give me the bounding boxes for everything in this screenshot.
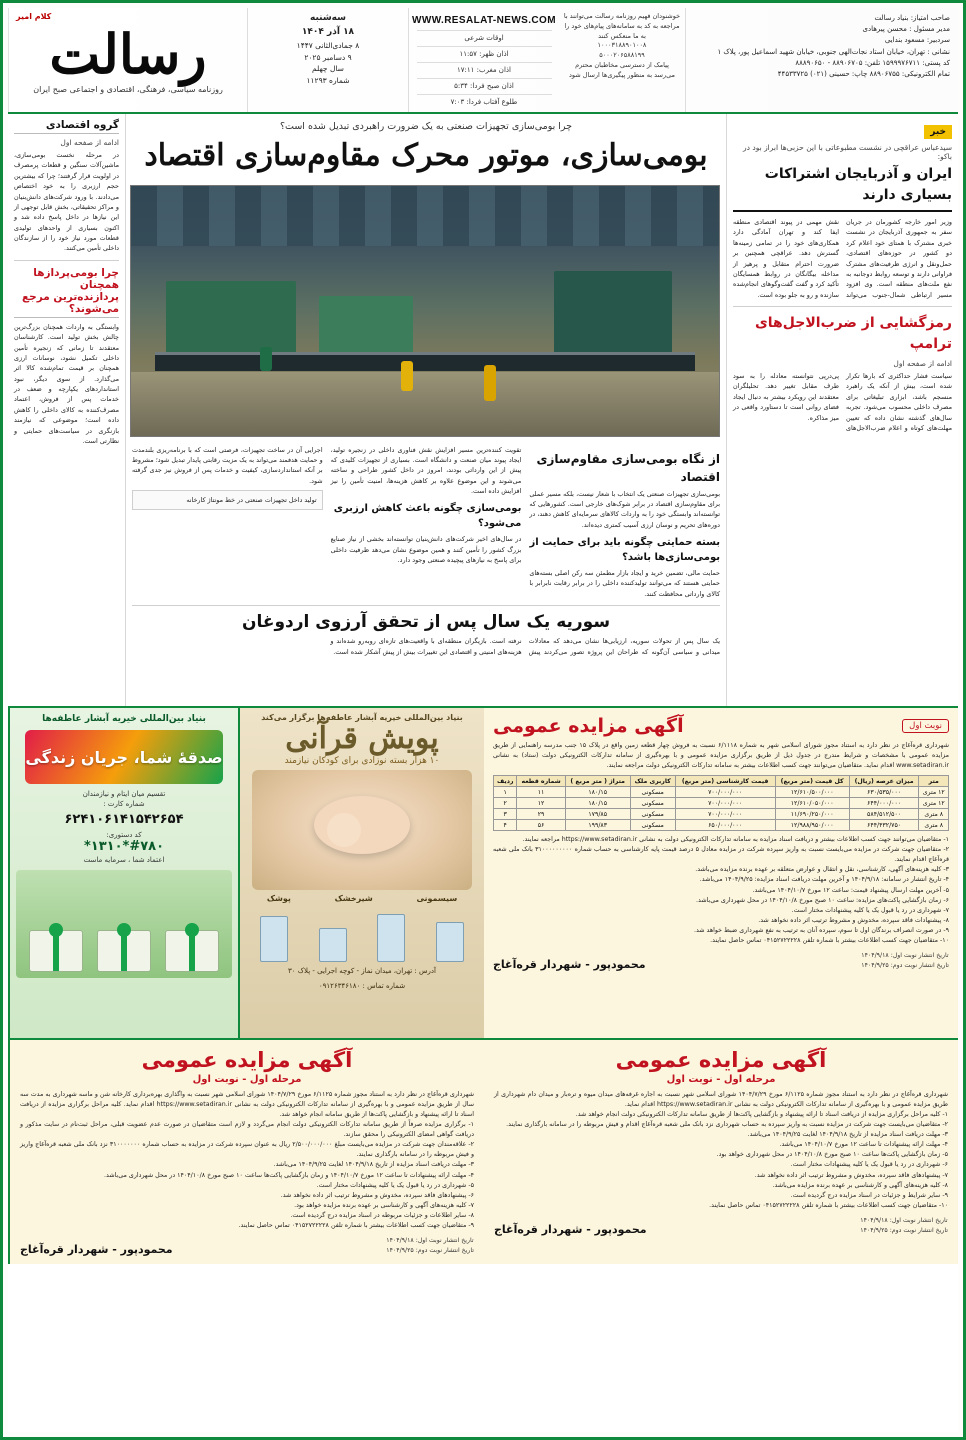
website-block[interactable] — [408, 8, 559, 112]
sms-note-2: می‌رسد به منظور پیگیری‌ها ارسال شود — [569, 70, 675, 79]
table-row — [494, 820, 949, 831]
th-deposit: میزان عرصه (ریال) — [849, 776, 919, 787]
category-sismoni: سیسمونی — [416, 894, 458, 903]
sms-note-1: پیامک از دسترسی مخاطبان محترم — [575, 60, 669, 69]
prayer-time-sunrise: طلوع آفتاب فردا: ۷:۰۳ — [417, 94, 552, 106]
tender-clause: ۹- سایر شرایط و جزئیات در اسناد مزایده درج گردیده است. — [790, 1191, 948, 1199]
tender-intro: شهرداری قره‌آغاج در نظر دارد به استناد مجوز شورای اسلامی شهر به شماره ۶/۱۱۱۸ نسبت به فروش چهار قطعه زمین واقع در پلاک ۱۵ جنب مدرسه راهنمایی از طریق مزایده عمومی با مشخصات و شرایط مندرج در جدول ذیل از طریق برگزاری مزایده عمومی و با بهره‌گیری از سامانه تدارکات الکترونیکی دولت (ستاد) به نشانی www.setadiran.ir اقدام نماید. متقاضیان می‌توانند جهت کسب اطلاعات بیشتر به سامانه تدارکات الکترونیکی دولت مراجعه نمایند. — [493, 742, 949, 770]
address-line: نشانی : تهران، خیابان استاد نجات‌الهی جنوبی، خیابان شهید اسماعیل پور، پلاک ۱ — [717, 47, 950, 56]
th-expert-price: قیمت کارشناسی (متر مربع) — [675, 776, 775, 787]
solar-date: ۱۸ آذر ۱۴۰۴ — [301, 26, 355, 37]
cell-plot: ۱۲ — [517, 798, 565, 809]
charity-gift-image — [16, 870, 232, 978]
tender-clause: ۶- شهرداری در رد یا قبول یک یا کلیه پیشنهادات مختار است. — [790, 1161, 948, 1169]
phone-line: کد پستی: ۱۵۹۹۹۷۶۷۱۱ تلفن: ۸۸۹۰۶۷۰۵ - ۸۸۸۹۰۶۵۰ — [795, 58, 950, 67]
lead-section-title-1: از نگاه بومی‌سازی مقاوم‌سازی اقتصاد — [536, 451, 720, 484]
cell-plot: ۱۱ — [517, 787, 565, 798]
tender-clause: ۳- کلیه هزینه‌های آگهی، کارشناسی، نقل و انتقال و عوارض متعلقه بر عهده برنده مزایده می‌باشد. — [695, 866, 949, 874]
divider — [733, 306, 952, 307]
lunar-date: ۸ جمادی‌الثانی ۱۴۴۷ — [296, 40, 360, 50]
sms-number-2: ۵۰۰۰۲۰۶۵۸۸۱۹۹ — [599, 51, 645, 59]
cell-row: ۳ — [494, 809, 517, 820]
charity-ad — [8, 708, 238, 1038]
website-url[interactable]: WWW.RESALAT-NEWS.COM — [412, 14, 556, 26]
th-area: متراژ ( متر مربع ) — [565, 776, 630, 787]
tender-clause: ۵- آخرین مهلت ارسال پیشنهاد قیمت: ساعت ۱۲ مورخ ۱۴۰۴/۱۰/۷ می‌باشد. — [752, 886, 949, 894]
charity-card-number[interactable]: ۶۲۴۱۰۶۱۴۱۵۴۲۶۵۴ — [64, 812, 184, 827]
cell-usage: مسکونی — [630, 809, 675, 820]
left-continued-label: ادامه از صفحه اول — [60, 138, 119, 147]
tender-ad-bottom-left — [484, 1040, 958, 1264]
tender-dates — [861, 951, 949, 971]
photo-conveyor — [155, 352, 696, 371]
cell-deposit: ۶۳۰/۵۳۵/۰۰۰ — [849, 787, 919, 798]
left-body-1: در مرحله نخست بومی‌سازی، ماشین‌آلات سنگین و قطعات پرمصرف در اولویت قرار گرفتند؛ چرا که بیشترین حجم ارزبری را به خود اختصاص می‌دادند. با ورود شرکت‌های دانش‌بنیان و مراکز تحقیقاتی، بخش قابل توجهی از این نیازها در داخل پاسخ داده شد و اکنون بسیاری از واحدهای تولیدی قطعات مورد نیاز خود را از سازندگان داخلی تأمین می‌کنند. — [14, 151, 119, 253]
tender-clause: ۳- مهلت دریافت اسناد مزایده از تاریخ ۱۴۰۴/۹/۱۸ لغایت ۱۴۰۴/۹/۲۵ می‌باشد. — [273, 1161, 474, 1169]
tender-date-second: تاریخ انتشار نوبت دوم: ۱۴۰۴/۹/۲۵ — [386, 1246, 474, 1254]
center-column — [126, 114, 726, 706]
category-formula: شیرخشک — [334, 894, 373, 903]
owner-line: صاحب امتیاز: بنیاد رسالت — [874, 14, 950, 22]
baby-ad-address: آدرس : تهران، میدان نماز - کوچه اجرایی - پلاک ۳۰ — [288, 967, 436, 975]
sms-number-1: ۱۰۰۰۳۱۸۸۹۰۱۰۰۸ — [597, 41, 647, 50]
gift-box — [29, 930, 83, 972]
tender-clause: ۶- پیشنهادهای فاقد سپرده، مخدوش و مشروط ترتیب اثر داده نخواهد شد. — [280, 1191, 474, 1199]
charity-ussd-code[interactable]: #۷۸۰*۱۳۱۰* — [83, 839, 165, 854]
photo-worker — [260, 347, 272, 371]
kalam-label: کلام امیر — [16, 12, 52, 21]
baby-head — [327, 813, 361, 847]
table-row — [494, 787, 949, 798]
ads-row — [8, 708, 958, 1040]
tender-clause: ۱۰- متقاضیان جهت کسب اطلاعات بیشتر با شماره تلفن ۰۴۱۵۲۷۲۲۲۲۸ تماس حاصل نمایند. — [709, 1201, 948, 1209]
cell-area: ۱۹۹/۸۳ — [565, 820, 630, 831]
sms-info-title: خوشنودان فهیم روزنامه رسالت می‌توانند با مراجعه به کد به سامانه‌های پیام‌های خود را به ما منعکس کنند — [563, 12, 681, 40]
prayer-times-label: اوقات شرعی — [417, 30, 552, 42]
tender-signer: محمودپور - شهردار قره‌آغاج — [20, 1242, 173, 1256]
page-inner — [8, 8, 958, 1432]
charity-card-label: شماره کارت : — [103, 800, 145, 808]
tender-clause: ۵- شهرداری در رد یا قبول یک یا کلیه پیشنهادات مختار است. — [316, 1181, 474, 1189]
tender-clause: ۳- مهلت دریافت اسناد مزایده از تاریخ ۱۴۰۴/۹/۱۸ لغایت ۱۴۰۴/۹/۲۵ می‌باشد. — [747, 1131, 948, 1139]
lead-paragraph-1: بومی‌سازی تجهیزات صنعتی یک انتخاب با شعار نیست، بلکه مسیر عملی برای مقاوم‌سازی اقتصاد در برابر شوک‌های خارجی است. کشورهایی که توانسته‌اند وابستگی خود را به واردات کالاهای سرمایه‌ای کاهش دهند، در دوره‌های تحریم و نوسان ارزی آسیب کمتری دیده‌اند. — [529, 489, 720, 529]
right-column — [726, 114, 958, 706]
left-section-title-2: چرا بومی‌پردازها همچنان پردازنده‌ترین مرجع می‌شوند؟ — [14, 267, 119, 318]
charity-org-name: بنیاد بین‌المللی خیریه آبشار عاطفه‌ها — [42, 714, 206, 724]
th-total-price: کل قیمت (متر مربع) — [775, 776, 849, 787]
tender-clause: ۹- متقاضیان جهت کسب اطلاعات بیشتر با شماره تلفن ۰۴۱۵۲۷۲۲۲۲۸ تماس حاصل نمایند. — [238, 1221, 474, 1229]
baby-ad-title: پویش قرآنی — [285, 721, 439, 756]
charity-code-label: کد دستوری: — [106, 831, 142, 839]
sms-info-block — [559, 8, 686, 112]
gregorian-date: ۹ دسامبر ۲۰۲۵ — [304, 52, 352, 62]
tender-stage-badge: نوبت اول — [902, 719, 949, 733]
tender-clause: ۷- شهرداری در رد یا قبول یک یا کلیه پیشنهادات مختار است. — [791, 906, 949, 914]
managing-director: مدیر مسئول : محسن پیرهادی — [862, 25, 950, 34]
tender-date-first: تاریخ انتشار نوبت اول: ۱۴۰۴/۹/۱۸ — [860, 1216, 948, 1224]
logo-tagline: روزنامه سیاسی، فرهنگی، اقتصادی و اجتماعی صبح ایران — [33, 84, 223, 94]
tender-table — [493, 775, 949, 831]
fax-line: تمام الکترونیکی: ۸۸۹۰۶۷۵۵ چاپ: حسینی (۰۲۱) ۴۴۵۳۳۷۲۵ — [777, 69, 950, 78]
story3-body: یک سال پس از تحولات سوریه، ارزیابی‌ها نشان می‌دهد که معادلات میدانی و سیاسی آن‌گونه که طراحان این پروژه تصور می‌کردند پیش نرفته است. بازیگران منطقه‌ای با واقعیت‌های تازه‌ای روبه‌رو شده‌اند و هزینه‌های امنیتی و اقتصادی این تغییرات بیش از پیش آشکار شده است. — [330, 637, 720, 656]
story3-headline: سوریه یک سال پس از تحقق آرزوی اردوغان — [241, 612, 611, 633]
tender-clause: ۲- علاقه‌مندان جهت شرکت در مزایده می‌بایست مبلغ ۲/۵۰۰/۰۰۰/۰۰۰ ریال به عنوان سپرده شرکت در مزایده به حساب شماره ۳۱۰۰۰۰۰۰۰ نزد بانک ملی شعبه قره‌آغاج واریز و فیش مربوطه را در سامانه بارگذاری نمایند. — [20, 1141, 475, 1159]
cell-usage: مسکونی — [630, 820, 675, 831]
tender-clause: ۴- تاریخ انتشار در سامانه: ۱۴۰۴/۹/۱۸ و آخرین مهلت دریافت اسناد مزایده: ۱۴۰۴/۹/۲۵ می‌باشد. — [699, 876, 949, 884]
issue-date-block — [247, 8, 408, 112]
publisher-info — [686, 8, 958, 112]
story2-headline: رمزگشایی از ضرب‌الاجل‌های ترامپ — [754, 315, 952, 352]
editor-in-chief: سردبیر: مسعود بندایی — [884, 36, 950, 45]
cell-unit: ۸ متری — [919, 820, 949, 831]
newspaper-logo — [8, 8, 247, 112]
cell-deposit: ۶۴۴/۴۳۲/۷۵۰ — [849, 820, 919, 831]
table-row — [494, 798, 949, 809]
category-diaper: پوشک — [266, 894, 291, 903]
cell-total: ۱۲/۶۱۰/۵۰۰/۰۰۰ — [775, 787, 849, 798]
tender-clause: ۷- کلیه هزینه‌های آگهی و کارشناسی بر عهده برنده مزایده خواهد بود. — [294, 1201, 474, 1209]
gift-box — [165, 930, 219, 972]
tender-clause: ۶- زمان بازگشایی پاکت‌های مزایده: ساعت ۱۰ صبح مورخ ۱۴۰۴/۱۰/۸ در محل شهرداری می‌باشد. — [696, 896, 949, 904]
baby-campaign-ad — [238, 708, 484, 1038]
cell-expert: ۷۰۰/۰۰۰/۰۰۰ — [675, 809, 775, 820]
lead-overline: چرا بومی‌سازی تجهیزات صنعتی به یک ضرورت راهبردی تبدیل شده است؟ — [279, 121, 573, 132]
lead-photo-caption: تولید داخل تجهیزات صنعتی در خط مونتاژ کارخانه — [186, 496, 317, 504]
baby-ad-phone[interactable]: شماره تماس : ۰۹۱۲۶۳۴۶۱۸۰ — [318, 981, 406, 990]
cell-deposit: ۶۴۴/۰۰۰/۰۰۰ — [849, 798, 919, 809]
photo-worker — [484, 365, 496, 401]
photo-worker — [401, 361, 413, 391]
baby-ad-subtitle: ۱۰ هزار بسته نوزادی برای کودکان نیازمند — [284, 756, 440, 766]
lead-section-title-3: بومی‌سازی چگونه باعث کاهش ارزبری می‌شود؟ — [333, 503, 522, 530]
tender-date-second: تاریخ انتشار نوبت دوم: ۱۴۰۴/۹/۲۵ — [860, 1226, 948, 1234]
charity-slogan: صدقهٔ شما، جریان زندگی — [25, 730, 224, 784]
baby-products — [245, 906, 479, 962]
weekday: سه‌شنبه — [310, 13, 346, 23]
tender-dates — [386, 1236, 474, 1256]
tender-header — [493, 715, 949, 737]
cell-plot: ۵۶ — [517, 820, 565, 831]
photo-floor — [131, 372, 719, 436]
cell-usage: مسکونی — [630, 787, 675, 798]
tender-clause: ۷- پیشنهادهای فاقد سپرده، مخدوش و مشروط ترتیب اثر داده نخواهد شد. — [754, 1171, 948, 1179]
tender-ad-top — [484, 708, 958, 1038]
cell-row: ۴ — [494, 820, 517, 831]
lead-paragraph-4: حمایت مالی، تضمین خرید و ایجاد بازار مطمئن سه رکن اصلی بسته‌های حمایتی هستند که می‌توانند تولیدکننده داخلی را در برابر رقابت نابرابر با کالای وارداتی محافظت کنند. — [529, 569, 720, 598]
product-box — [260, 916, 288, 962]
product-box — [319, 928, 347, 962]
tender-clause: ۱- کلیه مراحل برگزاری مزایده از دریافت اسناد تا ارائه پیشنهاد و بازگشایی پاکت‌ها از طریق سامانه تدارکات الکترونیکی دولت انجام خواهد شد. — [575, 1111, 948, 1119]
left-section-title-1: گروه اقتصادی — [14, 119, 119, 134]
cell-total: ۱۱/۶۹۰/۲۵۰/۰۰۰ — [775, 809, 849, 820]
cell-plot: ۲۹ — [517, 809, 565, 820]
divider — [14, 260, 119, 261]
tender-date-first: تاریخ انتشار نوبت اول: ۱۴۰۴/۹/۱۸ — [861, 951, 949, 959]
th-unit: متر — [919, 776, 949, 787]
th-usage: کاربری ملک — [630, 776, 675, 787]
tender-clause: ۴- مهلت ارائه پیشنهادات تا ساعت ۱۲ مورخ ۱۴۰۴/۱۰/۷ می‌باشد. — [779, 1141, 948, 1149]
product-box — [377, 914, 405, 962]
volume-year: سال چهلم — [312, 64, 344, 74]
lead-paragraph-0: تقویت کننده‌ترین مسیر افزایش نقش فناوری داخلی در زنجیره تولید، ایجاد پیوند میان صنعت و دانشگاه است. بسیاری از تجهیزات کلیدی که پیش از این وارداتی بودند، امروز در داخل کشور طراحی و ساخته می‌شوند و این موضوع علاوه بر کاهش هزینه‌ها، امنیت تأمین را نیز افزایش داده است. — [330, 445, 522, 495]
cell-unit: ۱۲ متری — [919, 798, 949, 809]
divider — [733, 210, 952, 212]
tender-stage: مرحله اول - نوبت اول — [192, 1074, 302, 1085]
prayer-time-fajr: اذان صبح فردا: ۵:۳۴ — [417, 78, 552, 90]
tender-stage: مرحله اول - نوبت اول — [666, 1074, 776, 1085]
left-body-2: وابستگی به واردات همچنان بزرگ‌ترین چالش بخش تولید است. کارشناسان معتقدند تا زمانی که زنجیره تأمین داخلی تکمیل نشود، نوسانات ارزی همچنان بر قیمت تمام‌شده کالا اثر می‌گذارد. از سوی دیگر، نبود استانداردهای یکپارچه و ضعف در خدمات پس از فروش، اعتماد مصرف‌کننده به کالای داخلی را کاهش داده است؛ موضوعی که نیازمند بازنگری در سیاست‌های حمایتی و نظارتی است. — [14, 322, 119, 445]
lead-headline: بومی‌سازی، موتور محرک مقاوم‌سازی اقتصاد — [144, 138, 708, 173]
product-box — [436, 922, 464, 962]
charity-note: اعتماد شما ، سرمایه ماست — [83, 856, 165, 864]
tender-clause: ۹- در صورت انصراف برندگان اول تا سوم، سپرده آنان به ترتیب به نفع شهرداری ضبط خواهد شد. — [693, 926, 949, 934]
story1-headline: ایران و آذربایجان اشتراکات بسیاری دارند — [764, 166, 952, 203]
bottom-ads-row — [8, 1040, 958, 1264]
photo-roof — [131, 186, 719, 246]
news-kicker: خبر — [924, 125, 952, 139]
tender-date-second: تاریخ انتشار نوبت دوم: ۱۴۰۴/۹/۲۵ — [861, 961, 949, 969]
tender-signer: محمودپور - شهردار قره‌آغاج — [494, 1222, 647, 1236]
photo-caption-box — [132, 490, 323, 510]
tender-clause: ۵- زمان بازگشایی پاکت‌ها ساعت ۱۰ صبح مورخ ۱۴۰۴/۱۰/۸ در محل شهرداری خواهد بود. — [716, 1151, 948, 1159]
cell-unit: ۸ متری — [919, 809, 949, 820]
lead-paragraph-2: اجرایی آن در ساخت تجهیزات، فرصتی است که با برنامه‌ریزی بلندمدت و حمایت هدفمند می‌تواند به یک مزیت رقابتی پایدار تبدیل شود؛ مشروط بر آنکه استانداردسازی، کیفیت و خدمات پس از فروش نیز جدی گرفته شود. — [131, 445, 323, 485]
cell-area: ۱۸۰/۱۵ — [565, 787, 630, 798]
tender-title: آگهی مزایده عمومی — [615, 1048, 827, 1072]
cell-row: ۲ — [494, 798, 517, 809]
cell-usage: مسکونی — [630, 798, 675, 809]
tender-ad-bottom-right — [8, 1040, 484, 1264]
tender-clause: ۸- سایر اطلاعات و جزئیات مربوطه در اسناد مزایده درج گردیده است. — [290, 1211, 474, 1219]
tender-clause: ۴- مهلت ارائه پیشنهادات تا ساعت ۱۲ مورخ ۱۴۰۴/۱۰/۷ و زمان بازگشایی پاکت‌ها ساعت ۱۰ صبح مورخ ۱۴۰۴/۱۰/۸ در محل شهرداری می‌باشد. — [104, 1171, 474, 1179]
logo-wordmark: رسالت — [49, 21, 207, 86]
prayer-time-noon: اذان ظهر: ۱۱:۵۷ — [417, 46, 552, 58]
tender-clause: ۱۰- متقاضیان جهت کسب اطلاعات بیشتر با شماره تلفن ۰۴۱۵۲۷۲۲۲۲۸ تماس حاصل نمایند. — [710, 936, 949, 944]
story1-byline: سیدعباس عراقچی در نشست مطبوعاتی با این حزبی‌ها ابراز بود در باکو: — [743, 143, 952, 161]
cell-total: ۱۲/۶۱۰/۰۵۰/۰۰۰ — [775, 798, 849, 809]
tender-signature-block — [494, 1216, 948, 1236]
tender-clause: ۸- پیشنهادات فاقد سپرده، مخدوش و مشروط ترتیب اثر داده نخواهد شد. — [758, 916, 949, 924]
table-header-row — [494, 776, 949, 787]
tender-signature-block — [20, 1236, 474, 1256]
masthead — [8, 8, 958, 114]
tender-clause: ۲- متقاضیان جهت شرکت در مزایده می‌بایست نسبت به واریز سپرده شرکت در مزایده معادل ۵ درصد قیمت پایه کارشناسی به حساب شماره ۳۱۰۰۰۰۰۰۰۰۰ بانک ملی شعبه قره‌آغاج اقدام نمایند. — [493, 846, 949, 864]
tender-date-first: تاریخ انتشار نوبت اول: ۱۴۰۴/۹/۱۸ — [386, 1236, 474, 1244]
cell-unit: ۱۲ متری — [919, 787, 949, 798]
tender-signature-block — [493, 951, 949, 971]
issue-number: شماره ۱۱۲۹۳ — [306, 75, 350, 85]
cell-expert: ۷۰۰/۰۰۰/۰۰۰ — [675, 787, 775, 798]
main-content-grid — [8, 114, 958, 708]
cell-area: ۱۸۰/۱۵ — [565, 798, 630, 809]
divider — [132, 605, 720, 606]
tender-clause: ۱- متقاضیان می‌توانند جهت کسب اطلاعات بیشتر و دریافت اسناد مزایده به سامانه تدارکات الکترونیکی دولت به نشانی https://www.setadiran.ir مراجعه نمایند. — [522, 836, 949, 844]
tender-intro: شهرداری قره‌آغاج در نظر دارد به استناد مجوز شماره ۶/۱۱۲۵ مورخ ۱۴۰۴/۷/۲۹ شورای اسلامی شهر نسبت به واگذاری بهره‌برداری کارخانه شن و ماسه شهرداری به مدت سه سال از طریق مزایده عمومی و با بهره‌گیری از سامانه تدارکات الکترونیکی دولت به نشانی https://www.setadiran.ir اقدام نماید. کلیه مراحل برگزاری مزایده از دریافت اسناد تا ارائه پیشنهاد و بازگشایی پاکت‌ها از طریق سامانه انجام خواهد شد. — [20, 1091, 475, 1119]
left-column — [8, 114, 126, 706]
cell-expert: ۶۵۰/۰۰۰/۰۰۰ — [675, 820, 775, 831]
story1-body: وزیر امور خارجه کشورمان در جریان سفر به جمهوری آذربایجان در نشست خبری مشترک با همتای خود اعلام کرد دو کشور در حوزه‌های اقتصادی، حمل‌ونقل و انرژی ظرفیت‌های مشترک فراوانی دارند و توسعه روابط دوجانبه به نفع ملت‌های منطقه است. وی افزود مسیر ارتباطی شمال-جنوب می‌تواند نقش مهمی در پیوند اقتصادی منطقه ایفا کند و تهران آمادگی دارد همکاری‌های خود را در تمامی زمینه‌ها گسترش دهد. عراقچی همچنین بر ضرورت احترام متقابل و پرهیز از مداخله بیگانگان در روابط همسایگان تأکید کرد و گفت گفت‌وگوهای انجام‌شده سازنده و رو به جلو بوده است. — [733, 218, 952, 299]
lead-photo — [130, 185, 720, 437]
lead-section-title-2: بسته حمایتی چگونه باید برای حمایت از بومی‌سازی‌ها باشد؟ — [529, 537, 720, 563]
tender-dates — [860, 1216, 948, 1236]
story2-body: سیاست فشار حداکثری که بارها تکرار شده است، بیش از آنکه یک راهبرد منسجم باشد، ابزاری تبلیغاتی برای مصرف داخلی محسوب می‌شود. تجربه سال‌های گذشته نشان داده که تعیین مهلت‌های کوتاه و اعلام ضرب‌الاجل‌های پی‌درپی نتوانسته معادله را به سود طرف مقابل تغییر دهد. تحلیلگران معتقدند این رویکرد بیشتر به دنبال ایجاد فضای روانی است تا دستاورد واقعی در میز مذاکره. — [733, 372, 952, 432]
cell-deposit: ۵۸۴/۵۱۲/۵۰۰ — [849, 809, 919, 820]
story2-continued-label: ادامه از صفحه اول — [893, 359, 952, 368]
tender-title: آگهی مزایده عمومی — [141, 1048, 353, 1072]
tender-clause: ۱- برگزاری مزایده صرفاً از طریق سامانه تدارکات الکترونیکی دولت انجام می‌گردد و لازم است متقاضیان در صورت عدم عضویت قبلی، مراحل ثبت‌نام در سایت مذکور و دریافت گواهی امضای الکترونیکی را محقق سازند. — [20, 1121, 474, 1139]
tender-clause: ۸- کلیه هزینه‌های آگهی و کارشناسی بر عهده برنده مزایده می‌باشد. — [772, 1181, 948, 1189]
tender-clause: ۲- متقاضیان می‌بایست جهت شرکت در مزایده نسبت به واریز سپرده به حساب شهرداری نزد بانک ملی شعبه قره‌آغاج اقدام و فیش مربوطه را در سامانه بارگذاری نمایند. — [506, 1121, 948, 1129]
table-row — [494, 809, 949, 820]
tender-signer: محمودپور - شهردار قره‌آغاج — [493, 957, 646, 971]
charity-subtitle: تقسیم میان ایتام و نیازمندان — [82, 790, 166, 798]
lead-paragraph-3: در سال‌های اخیر شرکت‌های دانش‌بنیان توانسته‌اند بخشی از نیاز صنایع بزرگ کشور را تأمین کنند و همین موضوع نشان می‌دهد ظرفیت داخلی برای پاسخ به نیازهای پیچیده صنعتی وجود دارد. — [330, 535, 522, 565]
baby-photo — [252, 770, 472, 890]
cell-row: ۱ — [494, 787, 517, 798]
cell-area: ۱۷۹/۸۵ — [565, 809, 630, 820]
th-row: ردیف — [494, 776, 517, 787]
tender-intro: شهرداری قره‌آغاج در نظر دارد به استناد مجوز شماره ۶/۱۱۲۵ مورخ ۱۴۰۴/۷/۲۹ شورای اسلامی شهر نسبت به اجاره غرفه‌های میدان میوه و تره‌بار و میدان دام شهرداری از طریق مزایده عمومی و با بهره‌گیری از سامانه تدارکات الکترونیکی دولت به نشانی https://www.setadiran.ir اقدام نماید. — [494, 1091, 949, 1109]
gift-box — [97, 930, 151, 972]
cell-expert: ۷۰۰/۰۰۰/۰۰۰ — [675, 798, 775, 809]
tender-title: آگهی مزایده عمومی — [493, 715, 684, 737]
baby-ad-brand: بنیاد بین‌المللی خیریه آبشار عاطفه‌ها برگزار می‌کند — [261, 713, 463, 722]
prayer-time-maghrib: اذان مغرب: ۱۷:۱۱ — [417, 62, 552, 74]
th-plot: شماره قطعه — [517, 776, 565, 787]
cell-total: ۱۲/۹۸۸/۹۵۰/۰۰۰ — [775, 820, 849, 831]
baby-ad-categories — [245, 894, 479, 903]
